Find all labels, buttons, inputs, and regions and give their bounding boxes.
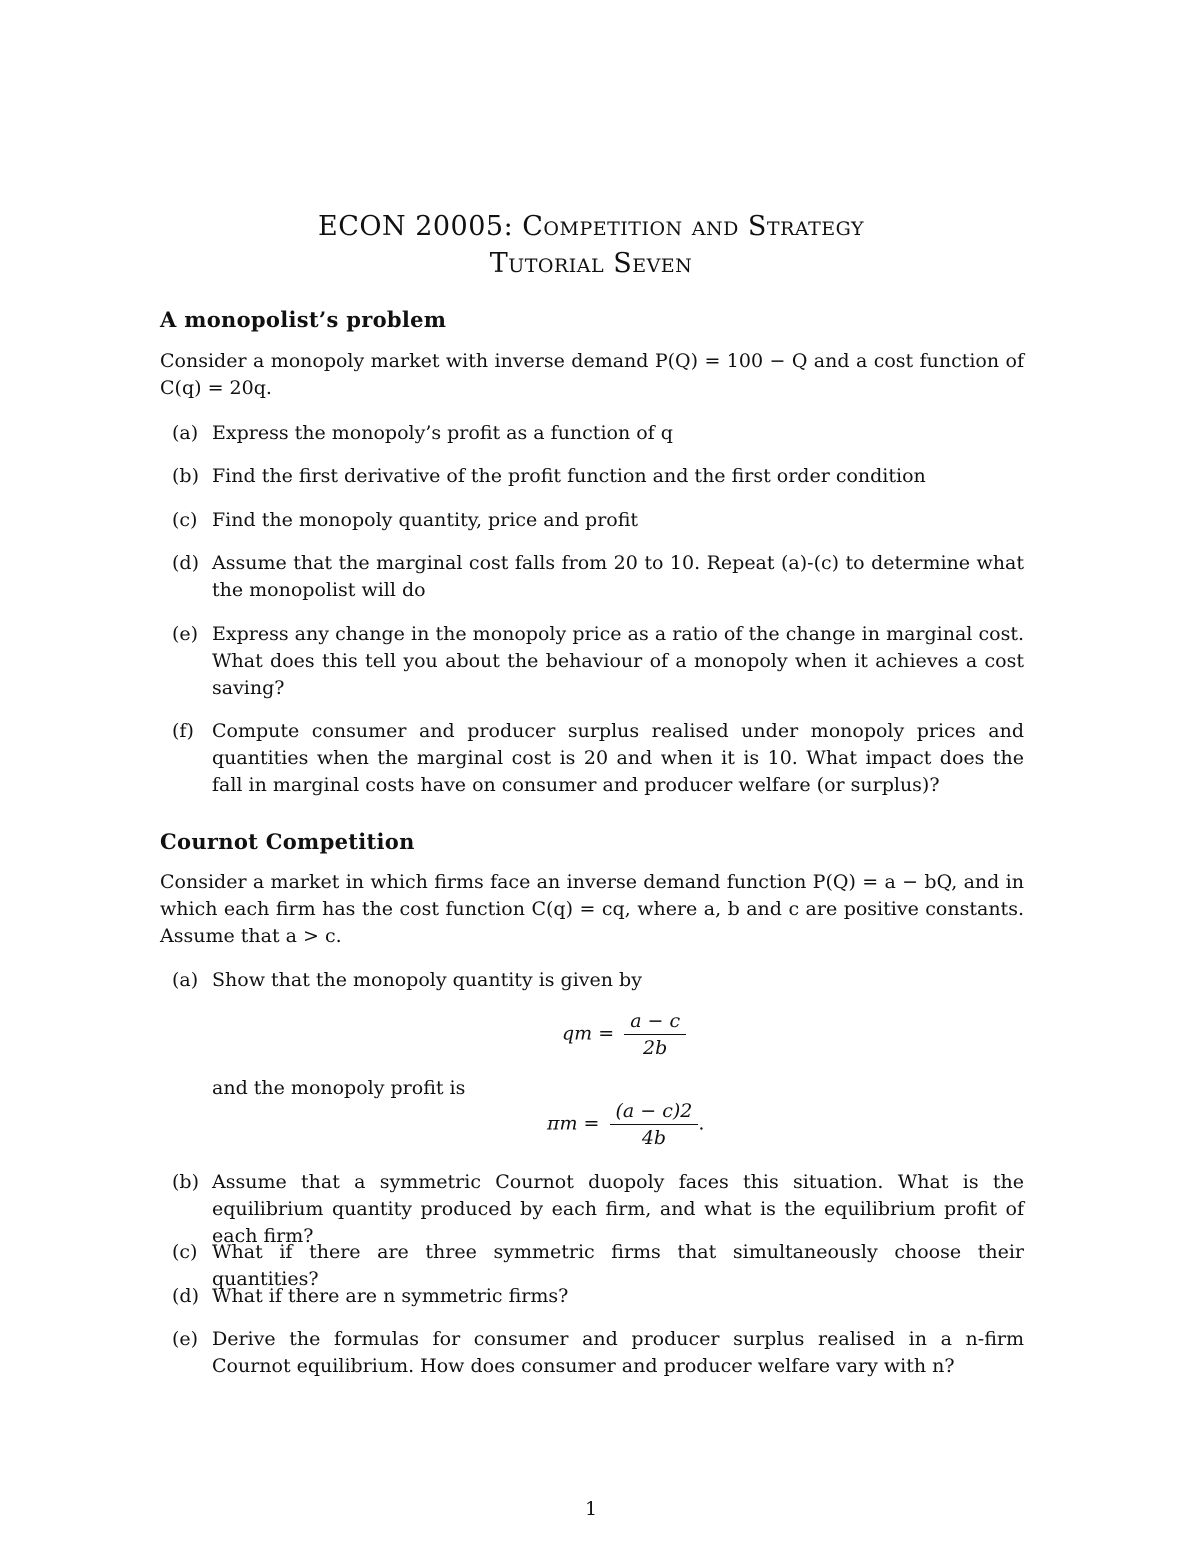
item-label: (f) bbox=[172, 720, 194, 742]
item-text: Assume that a symmetric Cournot duopoly faces this situation. What is the equilibrium quantity produced by each firm, and what is the equilibrium profit of each firm? bbox=[212, 1171, 1024, 1247]
title-line-1: ECON 20005: Competition and Strategy bbox=[317, 211, 864, 242]
item-text: What if there are n symmetric firms? bbox=[212, 1285, 569, 1307]
item-label: (e) bbox=[172, 1328, 199, 1350]
item-text: Find the first derivative of the profit function and the first order condition bbox=[212, 465, 926, 487]
item-text: Derive the formulas for consumer and producer surplus realised in a n-firm Cournot equilibrium. How does consumer and producer welfare vary with n? bbox=[212, 1328, 1024, 1377]
item-text: Compute consumer and producer surplus realised under monopoly prices and quantities when the marginal cost is 20 and when it is 10. What impact does the fall in marginal costs have on consumer and producer welfare (or surplus)? bbox=[212, 720, 1024, 796]
equation-monopoly-profit bbox=[547, 1100, 704, 1149]
page-number: 1 bbox=[584, 1498, 598, 1520]
item-text: Assume that the marginal cost falls from 20 to 10. Repeat (a)-(c) to determine what the monopolist will do bbox=[212, 552, 1024, 601]
title-line-2: Tutorial Seven bbox=[489, 248, 693, 279]
fraction-denominator: 4b bbox=[641, 1127, 667, 1149]
equation-fraction bbox=[610, 1100, 699, 1149]
item-label: (c) bbox=[172, 1241, 198, 1263]
section1-item-a bbox=[160, 420, 1024, 447]
equation-period: . bbox=[698, 1112, 705, 1135]
section1-intro: Consider a monopoly market with inverse demand P(Q) = 100 − Q and a cost function of C(q) = 20q. bbox=[160, 350, 1024, 399]
item-label: (a) bbox=[172, 969, 199, 991]
section2-item-a-continuation bbox=[160, 1075, 1024, 1102]
section1-item-e bbox=[160, 621, 1024, 702]
section2-item-a bbox=[160, 967, 1024, 994]
item-text: What if there are three symmetric firms that simultaneously choose their quantities? bbox=[212, 1241, 1024, 1290]
fraction-denominator: 2b bbox=[643, 1037, 668, 1059]
item-label: (b) bbox=[172, 465, 199, 487]
section1-item-b bbox=[160, 463, 1024, 490]
item-text: Show that the monopoly quantity is given by bbox=[212, 969, 642, 991]
item-label: (a) bbox=[172, 422, 199, 444]
fraction-numerator: (a − c)2 bbox=[610, 1100, 699, 1125]
equation-monopoly-quantity bbox=[562, 1010, 686, 1059]
item-label: (c) bbox=[172, 509, 198, 531]
section2-item-b bbox=[160, 1169, 1024, 1250]
item-label: (b) bbox=[172, 1171, 199, 1193]
section1-item-d bbox=[160, 550, 1024, 604]
section-heading-cournot: Cournot Competition bbox=[160, 829, 415, 854]
item-text: Find the monopoly quantity, price and profit bbox=[212, 509, 639, 531]
item-label: (e) bbox=[172, 623, 199, 645]
section1-item-f bbox=[160, 718, 1024, 799]
equation-lhs: πm = bbox=[547, 1112, 600, 1135]
section2-item-e bbox=[160, 1326, 1024, 1380]
item-text: and the monopoly profit is bbox=[212, 1077, 466, 1099]
section-heading-monopolist: A monopolist’s problem bbox=[160, 307, 447, 332]
item-text: Express the monopoly’s profit as a function of q bbox=[212, 422, 673, 444]
item-label: (d) bbox=[172, 1285, 199, 1307]
item-text: Express any change in the monopoly price as a ratio of the change in marginal cost. What does this tell you about the behaviour of a monopoly when it achieves a cost saving? bbox=[212, 623, 1024, 699]
fraction-numerator: a − c bbox=[624, 1010, 686, 1035]
section2-item-d bbox=[160, 1283, 1024, 1310]
item-label: (d) bbox=[172, 552, 199, 574]
section2-intro: Consider a market in which firms face an inverse demand function P(Q) = a − bQ, and in which each firm has the cost function C(q) = cq, where a, b and c are positive constants. Assume that a > c. bbox=[160, 871, 1024, 947]
equation-lhs: qm = bbox=[562, 1022, 615, 1045]
document-title bbox=[0, 208, 1182, 282]
equation-fraction bbox=[624, 1010, 686, 1059]
section1-item-c bbox=[160, 507, 1024, 534]
